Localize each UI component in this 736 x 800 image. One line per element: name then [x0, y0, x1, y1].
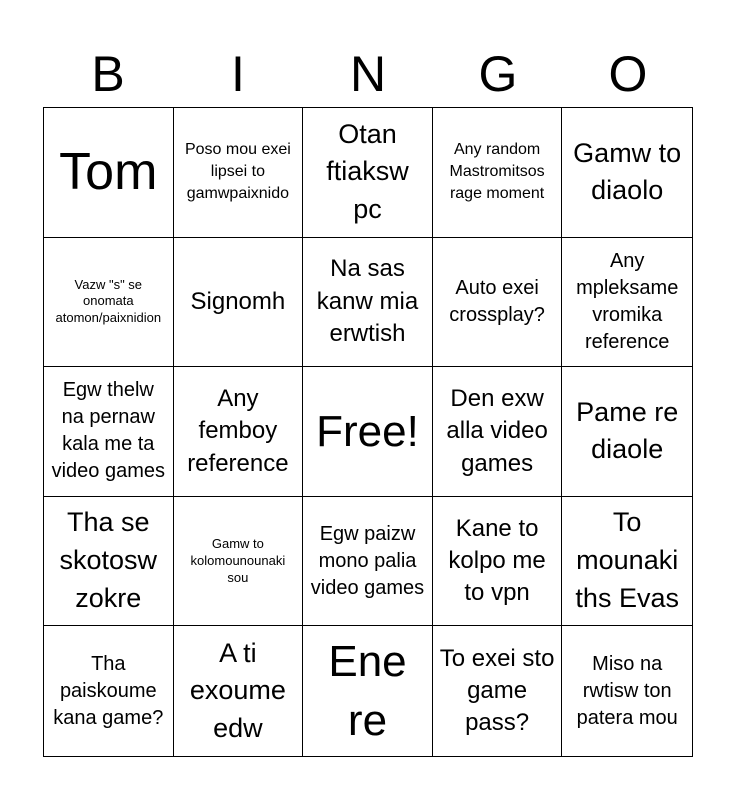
bingo-cell[interactable] [562, 626, 692, 756]
cell-label: To mounaki ths Evas [575, 507, 679, 613]
cell-label: Egw paizw mono palia video games [310, 522, 425, 599]
header-letter-n: N [349, 46, 387, 102]
bingo-cell[interactable] [303, 238, 433, 368]
bingo-cell[interactable] [174, 238, 304, 368]
bingo-cell[interactable] [174, 626, 304, 756]
cell-label: Egw thelw na pernaw kala me ta video games [51, 379, 165, 483]
bingo-cell[interactable] [433, 626, 563, 756]
bingo-cell[interactable] [433, 367, 563, 497]
cell-label: Kane to kolpo me to vpn [448, 514, 546, 607]
cell-label: Ene re [328, 636, 407, 746]
bingo-cell[interactable] [44, 367, 174, 497]
bingo-cell[interactable] [303, 108, 433, 238]
cell-label: Otan ftiaksw pc [326, 118, 409, 225]
cell-label: Tom [59, 143, 158, 202]
bingo-header [43, 40, 693, 108]
bingo-cell[interactable] [562, 108, 692, 238]
bingo-cell[interactable] [303, 497, 433, 627]
cell-label: Vazw "s" se onomata atomon/paixnidion [55, 276, 162, 326]
bingo-cell[interactable] [303, 626, 433, 756]
cell-label: Pame re diaole [576, 396, 679, 465]
cell-label: To exei sto game pass? [439, 644, 555, 737]
header-letter-o: O [608, 46, 648, 102]
bingo-cell[interactable] [174, 367, 304, 497]
bingo-cell[interactable] [44, 238, 174, 368]
cell-label: A ti exoume edw [189, 637, 286, 744]
cell-label: Signomh [190, 287, 286, 315]
free-space-cell[interactable] [303, 367, 433, 497]
bingo-cell[interactable] [562, 238, 692, 368]
cell-label: Any random Mastromitsos rage moment [449, 140, 545, 203]
bingo-cell[interactable] [44, 626, 174, 756]
cell-label: Poso mou exei lipsei to gamwpaixnido [184, 140, 291, 203]
bingo-cell[interactable] [562, 497, 692, 627]
cell-label: Gamw to kolomounounaki sou [190, 535, 286, 585]
cell-label: Any femboy reference [187, 384, 289, 477]
free-space-label: Free! [316, 406, 419, 456]
cell-label: Den exw alla video games [446, 384, 548, 477]
cell-label: Gamw to diaolo [573, 137, 682, 206]
cell-label: Miso na rwtisw ton patera mou [576, 652, 678, 729]
bingo-cell[interactable] [562, 367, 692, 497]
bingo-cell[interactable] [44, 497, 174, 627]
cell-label: Tha paiskoume kana game? [53, 652, 164, 729]
header-letter-i: I [231, 46, 245, 102]
header-letter-b: B [91, 46, 125, 102]
cell-label: Auto exei crossplay? [449, 276, 545, 326]
bingo-cell[interactable] [174, 497, 304, 627]
bingo-cell[interactable] [433, 108, 563, 238]
bingo-cell[interactable] [174, 108, 304, 238]
cell-label: Tha se skotosw zokre [59, 507, 158, 613]
cell-label: Na sas kanw mia erwtish [316, 255, 419, 348]
bingo-cell[interactable] [433, 497, 563, 627]
cell-label: Any mpleksame vromika reference [576, 249, 679, 353]
header-letter-g: G [478, 46, 518, 102]
bingo-board [43, 107, 693, 757]
bingo-cell[interactable] [433, 238, 563, 368]
bingo-cell[interactable] [44, 108, 174, 238]
